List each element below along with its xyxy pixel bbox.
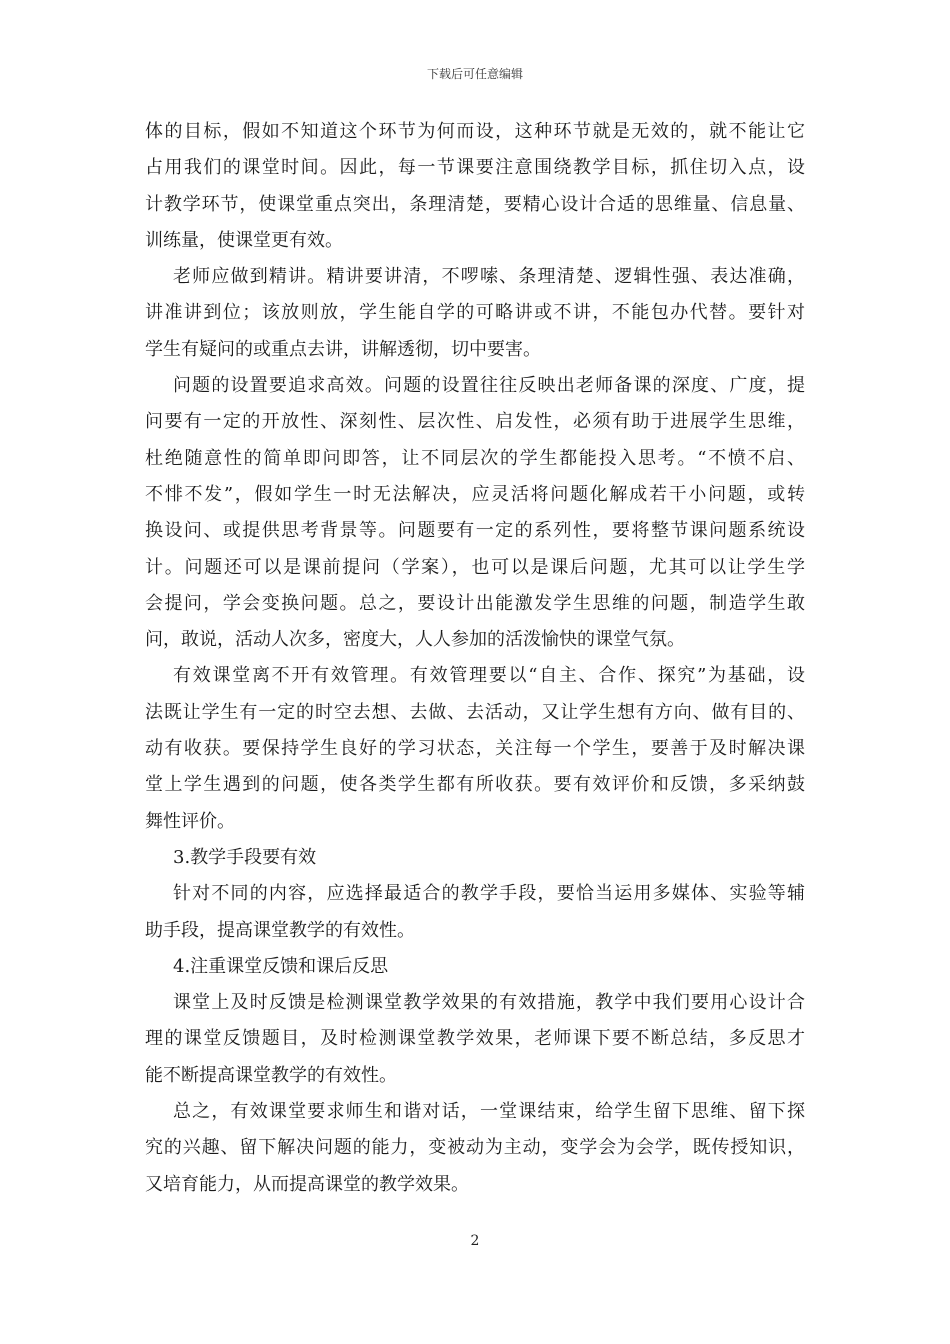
text-line: 计教学环节，使课堂重点突出，条理清楚，要精心设计合适的思维量、信息量、 [145,193,805,215]
text-line: 训练量，使课堂更有效。 [145,229,343,251]
text-line: 占用我们的课堂时间。因此，每一节课要注意围绕教学目标，抓住切入点，设 [145,157,805,179]
text-line: 问，敢说，活动人次多，密度大，人人参加的活泼愉快的课堂气氛。 [145,629,685,651]
text-line: 体的目标，假如不知道这个环节为何而设，这种环节就是无效的，就不能让它 [145,121,805,142]
text-line: 4.注重课堂反馈和课后反思 [173,955,389,977]
text-line: 针对不同的内容，应选择最适合的教学手段，要恰当运用多媒体、实验等辅 [173,883,805,905]
text-line: 舞性评价。 [145,810,235,832]
text-line: 理的课堂反馈题目，及时检测课堂教学效果，老师课下要不断总结，多反思才 [145,1028,805,1050]
text-line: 能不断提高课堂教学的有效性。 [145,1064,397,1086]
text-line: 老师应做到精讲。精讲要讲清，不啰嗦、条理清楚、逻辑性强、表达准确， [173,266,805,288]
text-line: 讲准讲到位；该放则放，学生能自学的可略讲或不讲，不能包办代替。要针对 [145,302,805,324]
text-line: 3.教学手段要有效 [173,846,317,868]
text-line: 计。问题还可以是课前提问（学案），也可以是课后问题，尤其可以让学生学 [145,556,805,578]
text-line: 又培育能力，从而提高课堂的教学效果。 [145,1173,469,1195]
text-line: 动有收获。要保持学生良好的学习状态，关注每一个学生，要善于及时解决课 [145,738,805,760]
page-header: 下载后可任意编辑 [426,67,523,81]
text-line: 课堂上及时反馈是检测课堂教学效果的有效措施，教学中我们要用心设计合 [173,992,805,1014]
text-line: 问要有一定的开放性、深刻性、层次性、启发性，必须有助于进展学生思维， [145,411,805,433]
text-line: 究的兴趣、留下解决问题的能力，变被动为主动，变学会为会学，既传授知识， [145,1137,805,1159]
text-line: 法既让学生有一定的时空去想、去做、去活动，又让学生想有方向、做有目的、 [145,701,805,723]
text-line: 总之，有效课堂要求师生和谐对话，一堂课结束，给学生留下思维、留下探 [173,1101,805,1123]
text-line: 换设问、或提供思考背景等。问题要有一定的系列性，要将整节课问题系统设 [145,520,805,542]
text-line: 会提问，学会变换问题。总之，要设计出能激发学生思维的问题，制造学生敢 [145,592,805,614]
text-line: 学生有疑问的或重点去讲，讲解透彻，切中要害。 [145,338,541,360]
text-line: 不悱不发”，假如学生一时无法解决，应灵活将问题化解成若干小问题，或转 [145,483,805,505]
text-line: 助手段，提高课堂教学的有效性。 [145,919,415,941]
text-line: 有效课堂离不开有效管理。有效管理要以“自主、合作、探究”为基础，设 [173,665,805,687]
text-line: 问题的设置要追求高效。问题的设置往往反映出老师备课的深度、广度，提 [173,375,805,397]
page-number: 2 [470,1233,480,1249]
document-body [145,114,805,1203]
text-line: 杜绝随意性的简单即问即答，让不同层次的学生都能投入思考。“不愤不启、 [145,447,805,469]
text-line: 堂上学生遇到的问题，使各类学生都有所收获。要有效评价和反馈，多采纳鼓 [145,774,805,796]
